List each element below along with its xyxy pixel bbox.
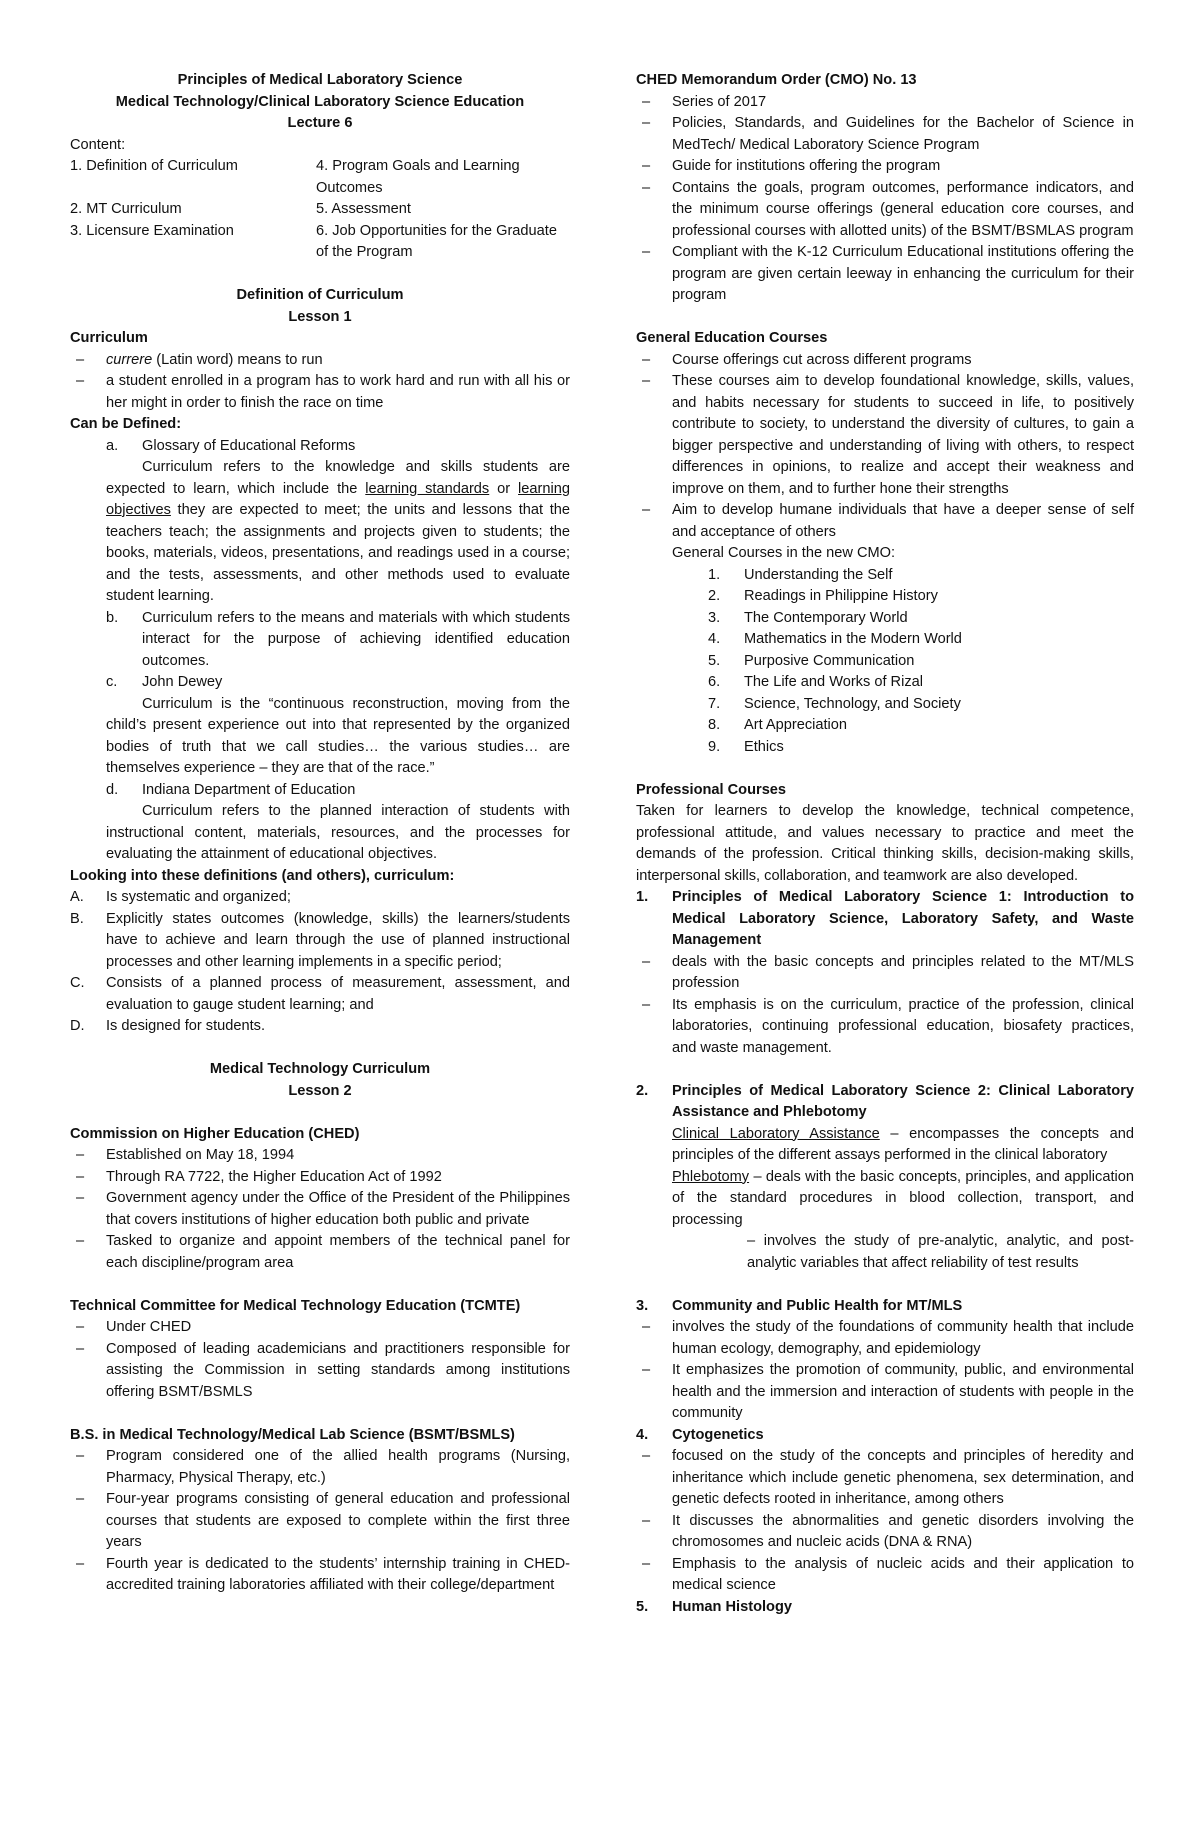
- text-run: or: [489, 480, 519, 497]
- item-label: 1.: [708, 566, 721, 583]
- definition-source: John Dewey: [142, 674, 223, 690]
- definition-text: [70, 694, 570, 780]
- prof-course: [636, 1425, 1134, 1447]
- list-item: – Established on May 18, 1994: [70, 1145, 570, 1167]
- curriculum-list: [70, 350, 570, 415]
- list-item: – Its emphasis is on the curriculum, practice of the profession, clinical laboratories, continuing professional education, biosafety practices, and waste management.: [636, 995, 1134, 1060]
- list-item: – Series of 2017: [636, 92, 1134, 114]
- content-item: 5. Assessment: [316, 201, 411, 217]
- course-title: Principles of Medical Laboratory Science 2: Clinical Laboratory Assistance and Phlebotomy: [672, 1082, 1134, 1120]
- list-item-text: The Contemporary World: [744, 609, 908, 626]
- item-label: 3.: [708, 609, 721, 626]
- course-title: Community and Public Health for MT/MLS: [672, 1297, 963, 1314]
- list-item-text: Art Appreciation: [744, 717, 848, 733]
- content-item: 4. Program Goals and Learning Outcomes: [316, 158, 520, 196]
- list-item: – focused on the study of the concepts and principles of heredity and inheritance which include genetic phenomena, sex determination, and genetic defects rooted in inheritance, among others: [636, 1446, 1134, 1511]
- gen-ed-new-cmo-label: General Courses in the new CMO:: [672, 545, 896, 561]
- lesson-label: Lesson 2: [288, 1082, 352, 1099]
- list-item: [636, 629, 1134, 651]
- course-detail-list: [636, 1446, 1134, 1597]
- list-item: [636, 586, 1134, 608]
- definition-item: [70, 672, 570, 694]
- list-item-text: Ethics: [744, 738, 784, 755]
- can-be-defined-heading: Can be Defined:: [70, 416, 182, 432]
- cmo-list: [636, 92, 1134, 307]
- list-item: – These courses aim to develop foundational knowledge, skills, values, and habits necessary for students to succeed in life, to positively contribute to society, to understand the diversity of cultures, to gain a bigger perspective and understanding of living with others, to respect differences in opinions, to realize and accept their weakness and improve on them, and to further hone their strengths: [636, 371, 1134, 500]
- lecture-number: Lecture 6: [287, 115, 353, 131]
- definition-text: [70, 801, 570, 866]
- definition-item: [70, 608, 570, 673]
- item-label: d.: [106, 781, 119, 798]
- list-item: [70, 973, 570, 1016]
- text-run: they are expected to meet; the units and lessons that the teachers teach; the assignments and projects given to students; the books, materials, videos, presentations, and readings used in a course; and the tests, assessments, and other methods used to evaluate student learning.: [106, 502, 570, 604]
- list-item: – Through RA 7722, the Higher Education Act of 1992: [70, 1167, 570, 1189]
- item-label: A.: [70, 889, 84, 905]
- list-item: – Aim to develop humane individuals that have a deeper sense of self and acceptance of others: [636, 500, 1134, 543]
- content-item: 2. MT Curriculum: [70, 201, 182, 217]
- list-item-text: The Life and Works of Rizal: [744, 674, 923, 690]
- item-label: 7.: [708, 695, 721, 712]
- list-item: [636, 565, 1134, 587]
- list-item: [70, 887, 570, 909]
- text-run: Curriculum refers to the planned interaction of students with instructional content, materials, resources, and the processes for evaluating the attainment of educational objectives.: [106, 803, 570, 862]
- definitions-list: [70, 608, 570, 694]
- learning-objectives-link: learning objectives: [106, 480, 570, 518]
- doc-title: Principles of Medical Laboratory Science: [177, 72, 463, 88]
- learning-standards-link: learning standards: [365, 480, 490, 497]
- list-item: – Under CHED: [70, 1317, 570, 1339]
- right-column: [636, 70, 1134, 1618]
- prof-course-list: [636, 1296, 1134, 1318]
- gen-ed-list: [636, 350, 1134, 544]
- course-detail: [636, 1124, 1134, 1167]
- definition-source: Glossary of Educational Reforms: [142, 437, 356, 454]
- tcmte-list: [70, 1317, 570, 1403]
- content-item: 3. Licensure Examination: [70, 222, 234, 239]
- item-label: 3.: [636, 1297, 649, 1314]
- prof-course-list: [636, 1081, 1134, 1124]
- definition-text: Curriculum refers to the means and materials with which students interact for the purpose of achieving identified education outcomes.: [142, 609, 570, 669]
- item-label: 4.: [636, 1426, 649, 1443]
- bs-heading: B.S. in Medical Technology/Medical Lab Science (BSMT/BSMLS): [70, 1426, 515, 1443]
- course-title: Principles of Medical Laboratory Science 1: Introduction to Medical Laboratory Science, Laboratory Safety, and Waste Management: [672, 889, 1134, 948]
- looking-heading: Looking into these definitions (and others), curriculum:: [70, 867, 455, 884]
- list-item: – Composed of leading academicians and practitioners responsible for assisting the Commission in setting standards among institutions offering BSMT/BSMLS: [70, 1339, 570, 1404]
- item-label: D.: [70, 1018, 85, 1034]
- definition-item: [70, 780, 570, 802]
- list-item-text: Is designed for students.: [106, 1018, 266, 1034]
- item-label: 5.: [636, 1598, 649, 1615]
- list-item: – Program considered one of the allied health programs (Nursing, Pharmacy, Physical Therapy, etc.): [70, 1446, 570, 1489]
- course-title: Human Histology: [672, 1598, 792, 1615]
- prof-course: [636, 1597, 1134, 1619]
- list-item-text: Readings in Philippine History: [744, 588, 938, 604]
- cmo-heading: CHED Memorandum Order (CMO) No. 13: [636, 72, 917, 88]
- list-item: – Government agency under the Office of the President of the Philippines that covers institutions of higher education both public and private: [70, 1188, 570, 1231]
- gen-ed-heading: General Education Courses: [636, 330, 828, 346]
- list-item: [70, 350, 570, 372]
- list-item: – Tasked to organize and appoint members of the technical panel for each discipline/program area: [70, 1231, 570, 1274]
- list-item: [636, 608, 1134, 630]
- prof-course-list: [636, 1597, 1134, 1619]
- left-column: [70, 70, 570, 1597]
- list-item: – a student enrolled in a program has to work hard and run with all his or her might in order to finish the race on time: [70, 371, 570, 414]
- list-item: [636, 715, 1134, 737]
- item-label: 5.: [708, 652, 721, 669]
- definitions-list: [70, 436, 570, 458]
- item-label: c.: [106, 674, 118, 690]
- ched-heading: Commission on Higher Education (CHED): [70, 1125, 360, 1142]
- course-detail-list: [636, 952, 1134, 1060]
- text-run: – encompasses the concepts and principles of the different assays performed in the clinical laboratory: [672, 1125, 1134, 1163]
- list-item: – Emphasis to the analysis of nucleic acids and their application to medical science: [636, 1554, 1134, 1597]
- list-item: [70, 909, 570, 974]
- list-item: [636, 694, 1134, 716]
- list-item: – deals with the basic concepts and principles related to the MT/MLS profession: [636, 952, 1134, 995]
- content-list: [70, 156, 570, 264]
- list-item-text: (Latin word) means to run: [152, 351, 323, 368]
- prof-course: [636, 1296, 1134, 1318]
- content-item: 6. Job Opportunities for the Graduate of the Program: [316, 222, 557, 260]
- prof-course-list: [636, 1425, 1134, 1447]
- prof-course: [636, 887, 1134, 952]
- list-item: – Compliant with the K-12 Curriculum Educational institutions offering the program are given certain leeway in enhancing the curriculum for their program: [636, 242, 1134, 307]
- item-label: B.: [70, 910, 84, 927]
- term: Phlebotomy: [672, 1168, 750, 1185]
- section-title: Medical Technology Curriculum: [209, 1061, 431, 1077]
- definition-source: Indiana Department of Education: [142, 781, 356, 798]
- list-item: – involves the study of the foundations of community health that include human ecology, demography, and epidemiology: [636, 1317, 1134, 1360]
- item-label: 9.: [708, 738, 721, 755]
- tcmte-heading: Technical Committee for Medical Technology Education (TCMTE): [70, 1297, 521, 1314]
- list-item: [636, 651, 1134, 673]
- prof-intro: Taken for learners to develop the knowledge, technical competence, professional attitude, and values necessary to practice and meet the demands of the profession. Critical thinking skills, decision-making skills, interpersonal skills, collaboration, and teamwork are also developed.: [636, 803, 1134, 884]
- gen-courses-list: [636, 565, 1134, 759]
- definition-text: [70, 457, 570, 608]
- curriculum-traits-list: [70, 887, 570, 1038]
- text-run: Curriculum is the “continuous reconstruction, moving from the child’s present experience out into that represented by the organized bodies of truth that we call studies… the various studies… are themselves experience – they are that of the race.”: [106, 695, 570, 776]
- list-item-text: Science, Technology, and Society: [744, 695, 961, 712]
- list-item: – Policies, Standards, and Guidelines for the Bachelor of Science in MedTech/ Medical Laboratory Science Program: [636, 113, 1134, 156]
- course-detail: [636, 1167, 1134, 1232]
- list-item: – Contains the goals, program outcomes, performance indicators, and the minimum course offerings (general education core courses, and professional courses with allotted units) of the BSMT/BSMLAS program: [636, 178, 1134, 243]
- course-detail: – involves the study of pre-analytic, analytic, and post-analytic variables that affect reliability of test results: [747, 1233, 1134, 1271]
- list-item: – It discusses the abnormalities and genetic disorders involving the chromosomes and nucleic acids (DNA & RNA): [636, 1511, 1134, 1554]
- prof-course-list: [636, 887, 1134, 952]
- latin-word: currere: [106, 351, 153, 368]
- course-title: Cytogenetics: [672, 1426, 764, 1443]
- list-item: – Course offerings cut across different programs: [636, 350, 1134, 372]
- bs-list: [70, 1446, 570, 1597]
- ched-list: [70, 1145, 570, 1274]
- curriculum-heading: Curriculum: [70, 330, 148, 346]
- list-item-text: Consists of a planned process of measurement, assessment, and evaluation to gauge student learning; and: [106, 975, 570, 1013]
- list-item: – Guide for institutions offering the program: [636, 156, 1134, 178]
- term: Clinical Laboratory Assistance: [672, 1125, 880, 1142]
- course-detail-list: [636, 1317, 1134, 1425]
- section-title: Definition of Curriculum: [236, 287, 404, 303]
- item-label: 2.: [636, 1082, 649, 1099]
- lesson-label: Lesson 1: [288, 308, 352, 325]
- item-label: b.: [106, 609, 119, 626]
- list-item-text: Is systematic and organized;: [106, 889, 291, 905]
- prof-course: [636, 1081, 1134, 1124]
- list-item-text: Understanding the Self: [744, 566, 893, 583]
- definitions-list: [70, 780, 570, 802]
- list-item-text: Purposive Communication: [744, 652, 915, 669]
- content-item: 1. Definition of Curriculum: [70, 158, 238, 174]
- item-label: 2.: [708, 588, 721, 604]
- list-item: – Fourth year is dedicated to the students’ internship training in CHED-accredited training laboratories affiliated with their college/department: [70, 1554, 570, 1597]
- item-label: C.: [70, 975, 85, 991]
- item-label: 8.: [708, 717, 721, 733]
- doc-subtitle: Medical Technology/Clinical Laboratory Science Education: [115, 93, 525, 110]
- list-item-text: Explicitly states outcomes (knowledge, skills) the learners/students have to achieve and learn through the use of planned instructional processes and other learning implements in a specific period;: [106, 910, 570, 970]
- item-label: a.: [106, 437, 119, 454]
- item-label: 6.: [708, 674, 721, 690]
- item-label: 1.: [636, 889, 649, 905]
- definition-item: [70, 436, 570, 458]
- list-item: – It emphasizes the promotion of community, public, and environmental health and the immersion and interaction of students with people in the community: [636, 1360, 1134, 1425]
- item-label: 4.: [708, 631, 721, 647]
- list-item: [636, 737, 1134, 759]
- text-run: – deals with the basic concepts, principles, and application of the standard procedures in blood collection, transport, and processing: [672, 1168, 1134, 1228]
- list-item: – Four-year programs consisting of general education and professional courses that students are exposed to complete within the first three years: [70, 1489, 570, 1554]
- list-item-text: Mathematics in the Modern World: [744, 631, 962, 647]
- prof-heading: Professional Courses: [636, 781, 787, 798]
- content-label: Content:: [70, 136, 126, 153]
- text-run: Curriculum refers to the knowledge and skills students are expected to learn, which include the: [106, 459, 570, 497]
- list-item: [636, 672, 1134, 694]
- list-item: [70, 1016, 570, 1038]
